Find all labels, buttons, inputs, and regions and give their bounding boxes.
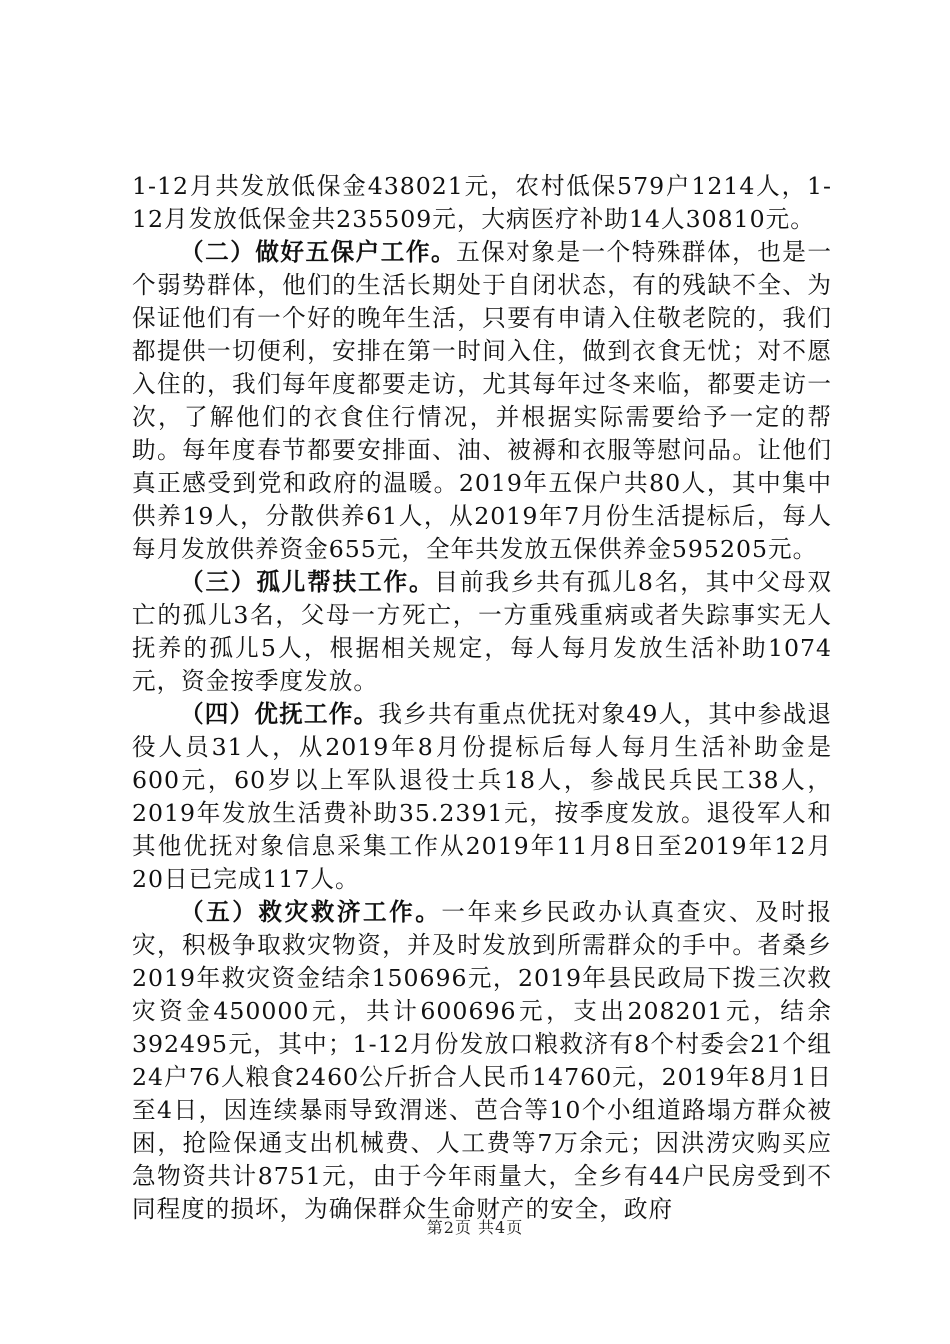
paragraph-text: 一年来乡民政办认真查灾、及时报灾，积极争取救灾物资，并及时发放到所需群众的手中。者桑乡2019年救灾资金结余150696元，2019年县民政局下拨三次救灾资金450000元，共计600696元，支出208201元，结余392495元，其中；1-12月份发放口粮救济有8个村委会21个组24户76人粮食2460公斤折合人民币14760元，2019年8月1日至4日，因连续暴雨导致渭迷、芭合等10个小组道路塌方群众被困，抢险保通支出机械费、人工费等7万余元；因洪涝灾购买应急物资共计8751元，由于今年雨量大，全乡有44户民房受到不同程度的损坏，为确保群众生命财产的安全，政府 bbox=[132, 898, 833, 1223]
section-heading-preferential-care: （四）优抚工作。 bbox=[180, 700, 379, 728]
document-body bbox=[132, 170, 832, 1226]
paragraph-orphan-support bbox=[132, 566, 832, 698]
page-number-label: 第2页 共4页 bbox=[426, 1218, 524, 1237]
paragraph-disaster-relief bbox=[132, 896, 832, 1226]
section-heading-five-guarantee: （二）做好五保户工作。 bbox=[180, 238, 457, 266]
paragraph-text: 1-12月共发放低保金438021元，农村低保579户1214人，1-12月发放低保金共235509元，大病医疗补助14人30810元。 bbox=[132, 172, 832, 233]
paragraph-text: 五保对象是一个特殊群体，也是一个弱势群体，他们的生活长期处于自闭状态，有的残缺不全、为保证他们有一个好的晚年生活，只要有申请入住敬老院的，我们都提供一切便利，安排在第一时间入住，做到衣食无忧；对不愿入住的，我们每年度都要走访，尤其每年过冬来临，都要走访一次，了解他们的衣食住行情况，并根据实际需要给予一定的帮助。每年度春节都要安排面、油、被褥和衣服等慰问品。让他们真正感受到党和政府的温暖。2019年五保户共80人，其中集中供养19人，分散供养61人，从2019年7月份生活提标后，每人每月发放供养资金655元，全年共发放五保供养金595205元。 bbox=[132, 238, 833, 563]
section-heading-orphan-support: （三）孤儿帮扶工作。 bbox=[180, 568, 435, 596]
paragraph-five-guarantee bbox=[132, 236, 832, 566]
paragraph-preferential-care bbox=[132, 698, 832, 896]
paragraph-text: 目前我乡共有孤儿8名，其中父母双亡的孤儿3名，父母一方死亡，一方重残重病或者失踪事实无人抚养的孤儿5人，根据相关规定，每人每月发放生活补助1074元，资金按季度发放。 bbox=[132, 568, 833, 695]
page-footer bbox=[0, 1215, 950, 1238]
section-heading-disaster-relief: （五）救灾救济工作。 bbox=[180, 898, 442, 926]
paragraph-low-income-subsidy bbox=[132, 170, 832, 236]
paragraph-text: 我乡共有重点优抚对象49人，其中参战退役人员31人，从2019年8月份提标后每人每月生活补助金是600元，60岁以上军队退役士兵18人，参战民兵民工38人，2019年发放生活费补助35.2391元，按季度发放。退役军人和其他优抚对象信息采集工作从2019年11月8日至2019年12月20日已完成117人。 bbox=[132, 700, 832, 893]
